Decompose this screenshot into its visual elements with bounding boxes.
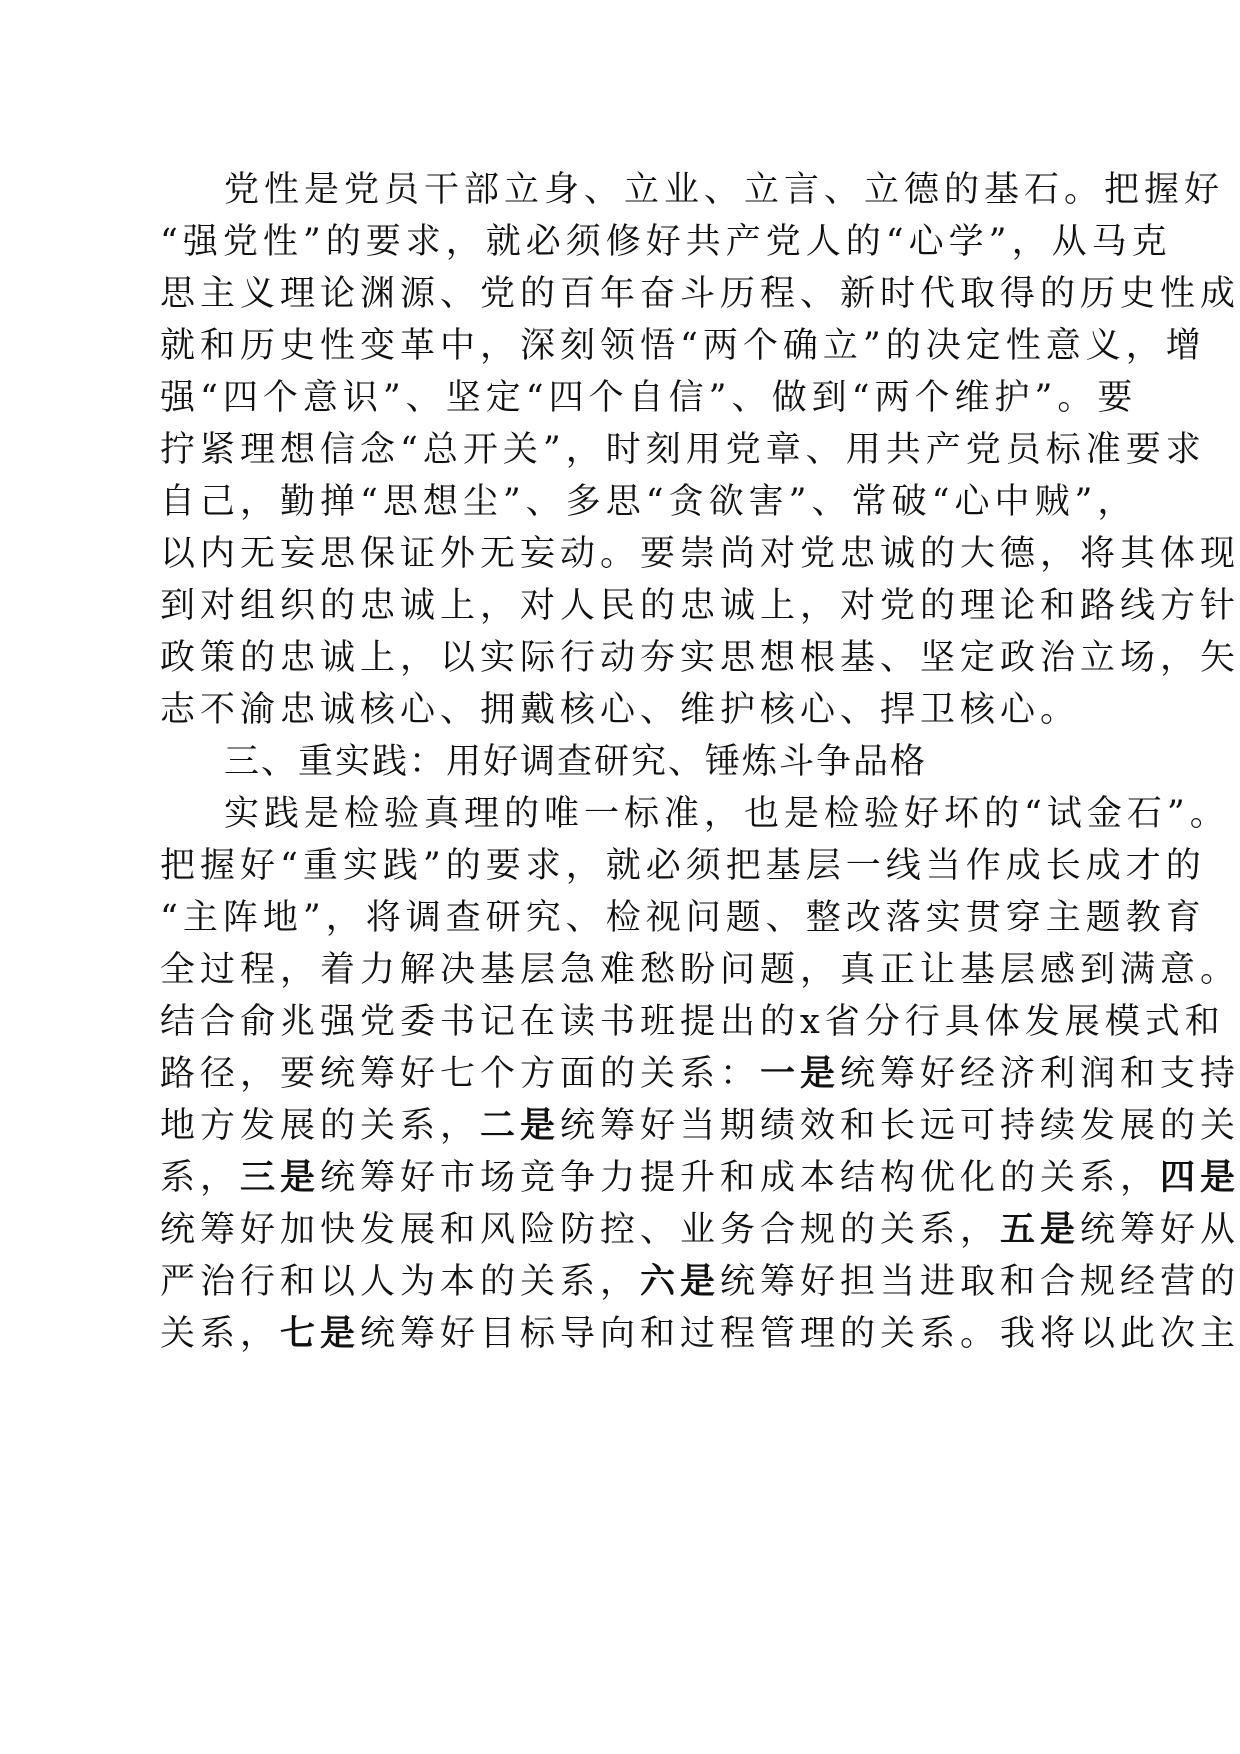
paragraph-line: “主阵地”，将调查研究、检视问题、整改落实贯穿主题教育	[160, 898, 1206, 938]
ordinal-label: 三是	[240, 1157, 321, 1198]
paragraph-line: “强党性”的要求，就必须修好共产党人的“心学”，从马克	[160, 222, 1172, 262]
paragraph-line	[160, 1044, 1240, 1104]
ordinal-label: 六是	[640, 1261, 721, 1302]
ordinal-label: 四是	[1160, 1157, 1240, 1198]
text-segment: 统筹好当期绩效和长远可持续发展的关	[560, 1106, 1240, 1146]
paragraph-line	[160, 1148, 1240, 1208]
paragraph-line: 拧紧理想信念“总开关”，时刻用党章、用共产党员标准要求	[160, 430, 1206, 470]
text-segment: 路径，要统筹好七个方面的关系：	[160, 1054, 761, 1094]
paragraph-line	[160, 1304, 1240, 1364]
paragraph-line: 结合俞兆强党委书记在读书班提出的x省分行具体发展模式和	[160, 1002, 1225, 1042]
paragraph-line: 把握好“重实践”的要求，就必须把基层一线当作成长成才的	[160, 846, 1206, 886]
paragraph-line: 党性是党员干部立身、立业、立言、立德的基石。把握好	[224, 170, 1225, 210]
paragraph-line: 自己，勤掸“思想尘”、多思“贪欲害”、常破“心中贼”，	[160, 482, 1138, 522]
paragraph-line	[160, 1200, 1240, 1260]
text-segment: 统筹好加快发展和风险防控、业务合规的关系，	[160, 1210, 1001, 1250]
text-segment: 统筹好从	[1080, 1210, 1240, 1250]
paragraph-line: 以内无妄思保证外无妄动。要崇尚对党忠诚的大德，将其体现	[160, 534, 1240, 574]
text-segment: 统筹好目标导向和过程管理的关系。我将以此次主	[360, 1314, 1240, 1354]
paragraph-line: 志不渝忠诚核心、拥戴核心、维护核心、捍卫核心。	[160, 690, 1081, 730]
text-segment: 系，	[160, 1158, 241, 1198]
paragraph-line	[160, 1252, 1240, 1312]
paragraph-line	[160, 1096, 1240, 1156]
paragraph-line: 全过程，着力解决基层急难愁盼问题，真正让基层感到满意。	[160, 950, 1240, 990]
paragraph-line: 就和历史性变革中，深刻领悟“两个确立”的决定性意义，增	[160, 326, 1206, 366]
paragraph-line: 政策的忠诚上，以实际行动夯实思想根基、坚定政治立场，矢	[160, 638, 1240, 678]
text-segment: 地方发展的关系，	[160, 1106, 481, 1146]
section-heading: 三、重实践：用好调查研究、锤炼斗争品格	[224, 742, 928, 782]
paragraph-line: 到对组织的忠诚上，对人民的忠诚上，对党的理论和路线方针	[160, 586, 1240, 626]
ordinal-label: 五是	[1000, 1209, 1081, 1250]
text-segment: 统筹好市场竞争力提升和成本结构优化的关系，	[320, 1158, 1161, 1198]
ordinal-label: 二是	[480, 1105, 561, 1146]
paragraph-line: 强“四个意识”、坚定“四个自信”、做到“两个维护”。要	[160, 378, 1138, 418]
text-segment: 严治行和以人为本的关系，	[160, 1262, 641, 1302]
ordinal-label: 一是	[760, 1053, 841, 1094]
text-segment: 关系，	[160, 1314, 281, 1354]
ordinal-label: 七是	[280, 1313, 361, 1354]
paragraph-line: 实践是检验真理的唯一标准，也是检验好坏的“试金石”。	[224, 794, 1230, 834]
text-segment: 统筹好担当进取和合规经营的	[720, 1262, 1240, 1302]
text-segment: 统筹好经济利润和支持	[840, 1054, 1240, 1094]
paragraph-line: 思主义理论渊源、党的百年奋斗历程、新时代取得的历史性成	[160, 274, 1240, 314]
